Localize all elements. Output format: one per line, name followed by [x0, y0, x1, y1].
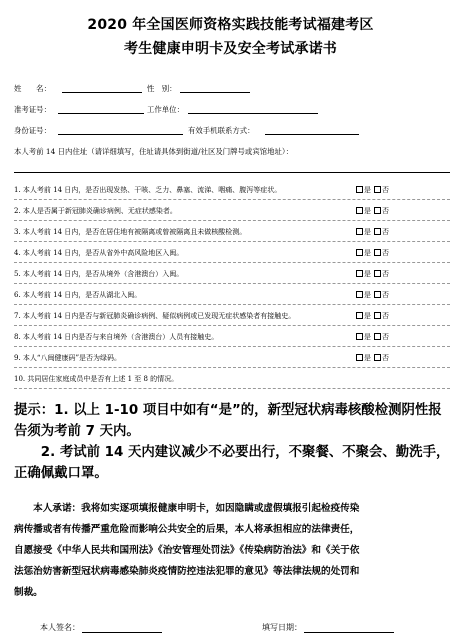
name-label: 姓 名： — [14, 84, 51, 93]
work-unit-field[interactable] — [188, 113, 318, 114]
divider — [14, 304, 450, 305]
notice-line: 提示：1. 以上 1-10 项目中如有“是”的，新型冠状病毒核酸检测阴性报 — [14, 403, 442, 418]
no-checkbox[interactable]: 否 — [374, 333, 389, 341]
ticket-number-field[interactable] — [58, 113, 144, 114]
notice-line: 告须为考前 7 天内。 — [14, 424, 140, 439]
question-row-3 — [14, 227, 450, 238]
promise-line: 病传播或者有传播严重危险而影响公共安全的后果，本人将承担相应的法律责任， — [14, 524, 360, 535]
no-checkbox[interactable]: 否 — [374, 291, 389, 299]
question-row-9 — [14, 353, 450, 364]
yes-checkbox[interactable]: 是 — [356, 291, 371, 299]
date-label: 填写日期： — [262, 623, 302, 632]
divider — [14, 220, 450, 221]
yes-checkbox[interactable]: 是 — [356, 249, 371, 257]
question-row-4 — [14, 248, 450, 259]
document-title-line1: 2020 年全国医师资格实践技能考试福建考区 — [87, 17, 374, 33]
address-field[interactable] — [14, 172, 450, 173]
question-text: 4. 本人考前 14 日内，是否从省外中高风险地区入闽。 — [14, 249, 184, 257]
question-row-7 — [14, 311, 450, 322]
no-checkbox[interactable]: 否 — [374, 270, 389, 278]
notice-line: 2. 考试前 14 天内建议减少不必要出行，不聚餐、不聚会、勤洗手， — [14, 445, 450, 460]
phone-label: 有效手机联系方式： — [188, 126, 255, 135]
gender-field[interactable] — [180, 92, 250, 93]
phone-field[interactable] — [265, 134, 359, 135]
question-text: 9. 本人“八闽健康码”是否为绿码。 — [14, 354, 122, 362]
yes-checkbox[interactable]: 是 — [356, 228, 371, 236]
question-text: 5. 本人考前 14 日内，是否从境外（含港澳台）入闽。 — [14, 270, 184, 278]
promise-line: 制裁。 — [14, 587, 43, 598]
divider — [14, 367, 450, 368]
question-row-1 — [14, 185, 450, 196]
work-unit-label: 工作单位： — [147, 105, 184, 114]
id-number-field[interactable] — [58, 134, 183, 135]
question-text: 2. 本人是否属于新冠肺炎确诊病例、无症状感染者。 — [14, 207, 177, 215]
question-text: 6. 本人考前 14 日内，是否从湖北入闽。 — [14, 291, 142, 299]
signature-label: 本人签名： — [40, 623, 80, 632]
divider — [14, 283, 450, 284]
divider — [14, 388, 450, 389]
promise-block — [14, 498, 450, 603]
name-field[interactable] — [62, 92, 142, 93]
divider — [14, 262, 450, 263]
yes-checkbox[interactable]: 是 — [356, 207, 371, 215]
question-row-5 — [14, 269, 450, 280]
no-checkbox[interactable]: 否 — [374, 228, 389, 236]
question-text: 7. 本人考前 14 日内是否与新冠肺炎确诊病例、疑似病例或已发现无症状感染者有接触史。 — [14, 312, 296, 320]
question-text: 8. 本人考前 14 日内是否与来自境外（含港澳台）人员有接触史。 — [14, 333, 219, 341]
gender-label: 性 别： — [147, 84, 177, 93]
question-row-8 — [14, 332, 450, 343]
divider — [14, 325, 450, 326]
question-text: 1. 本人考前 14 日内，是否出现发热、干咳、乏力、鼻塞、流涕、咽痛、腹泻等症状。 — [14, 186, 282, 194]
id-number-label: 身份证号： — [14, 126, 51, 135]
date-field[interactable] — [304, 632, 394, 633]
question-text: 10. 共同居住家庭成员中是否有上述 1 至 8 的情况。 — [14, 375, 179, 383]
divider — [14, 346, 450, 347]
promise-line: 自愿接受《中华人民共和国刑法》《治安管理处罚法》《传染病防治法》和《关于依 — [14, 545, 360, 556]
question-row-2 — [14, 206, 450, 217]
signature-field[interactable] — [82, 632, 162, 633]
notice-line: 正确佩戴口罩。 — [14, 466, 108, 481]
divider — [14, 199, 450, 200]
document-title-line2: 考生健康申明卡及安全考试承诺书 — [124, 41, 337, 57]
question-row-10 — [14, 374, 450, 385]
yes-checkbox[interactable]: 是 — [356, 186, 371, 194]
no-checkbox[interactable]: 否 — [374, 186, 389, 194]
yes-checkbox[interactable]: 是 — [356, 270, 371, 278]
notice-block — [14, 400, 450, 484]
address-label: 本人考前 14 日内住址（请详细填写，住址请具体到街道/社区及门牌号或宾馆地址）： — [14, 147, 293, 156]
divider — [14, 241, 450, 242]
question-row-6 — [14, 290, 450, 301]
no-checkbox[interactable]: 否 — [374, 312, 389, 320]
no-checkbox[interactable]: 否 — [374, 354, 389, 362]
no-checkbox[interactable]: 否 — [374, 249, 389, 257]
ticket-number-label: 准考证号： — [14, 105, 51, 114]
question-text: 3. 本人考前 14 日内，是否在居住地有被隔离或曾被隔离且未做核酸检测。 — [14, 228, 247, 236]
promise-line: 法惩治妨害新型冠状病毒感染肺炎疫情防控违法犯罪的意见》等法律法规的处罚和 — [14, 566, 360, 577]
yes-checkbox[interactable]: 是 — [356, 354, 371, 362]
yes-checkbox[interactable]: 是 — [356, 312, 371, 320]
no-checkbox[interactable]: 否 — [374, 207, 389, 215]
promise-line: 本人承诺：我将如实逐项填报健康申明卡，如因隐瞒或虚假填报引起检疫传染 — [14, 503, 360, 514]
yes-checkbox[interactable]: 是 — [356, 333, 371, 341]
